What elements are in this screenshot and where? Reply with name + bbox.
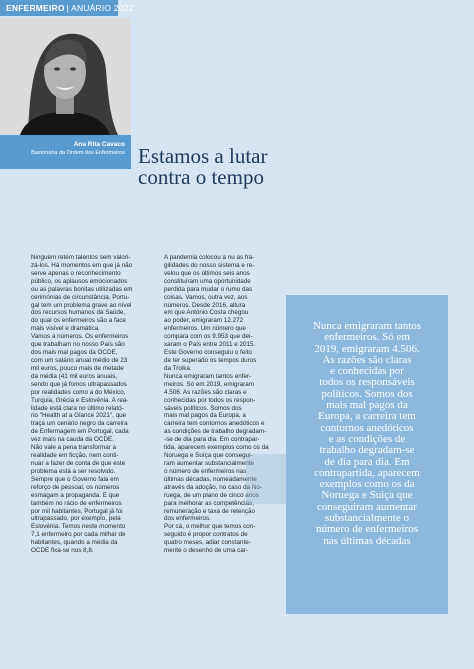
body-text-line: problema está a ser resolvido. [31, 467, 116, 475]
pull-quote-line: trabalho degradam-se [319, 444, 415, 457]
body-text-line: habitantes, quando a média da [31, 539, 118, 547]
body-text-line: Nunca emigraram tantos enfer- [164, 372, 252, 380]
body-text-line: ruega, de um plano de cinco anos [164, 491, 259, 499]
section-separator: | [66, 3, 70, 13]
body-text-line: dos mais mal pagos da OCDE, [31, 349, 118, 357]
body-text-line: reforço de pessoal, os números [31, 483, 120, 491]
body-text-line: Por cá, o melhor que temos con- [164, 523, 256, 531]
body-text-line: remuneração e taxa de retenção [164, 507, 256, 515]
pull-quote-line: número de enfermeiros [315, 523, 418, 536]
body-text-line: com um salário anual médio de 23 [31, 356, 128, 364]
body-text-line: as condições de trabalho degradam- [164, 428, 267, 436]
body-text-line: rio "Health at a Glance 2021", que [31, 412, 127, 420]
body-text-line: por realidades como a do México, [31, 388, 126, 396]
body-text-line: cerimónias de circunstância. Portu- [31, 293, 130, 301]
body-text-line: coisas. Vamos, outra vez, aos [164, 293, 248, 301]
section-name: ENFERMEIRO [6, 3, 65, 13]
body-text-line: Sempre que o Governo fala em [31, 475, 119, 483]
pull-quote-line: Noruega e Suiça que [321, 489, 413, 502]
body-text-line: ultrapassado, por exemplo, pela [31, 515, 121, 523]
decorative-block [246, 454, 286, 504]
body-text-line: carreira tem contornos anedóticos e [164, 420, 265, 428]
pull-quote-line: de dia para dia. Em [324, 455, 410, 468]
body-text-line: em que António Costa chegou [164, 309, 249, 317]
pull-quote-line: Nunca emigraram tantos [312, 320, 422, 332]
body-text-line: Vamos a números. Os enfermeiros [31, 333, 129, 341]
pull-quote-line: todos os responsáveis [319, 376, 415, 389]
body-text-line: do qual os enfermeiros são a face [31, 317, 126, 325]
body-text-line: ram aumentar substancialmente [164, 459, 254, 467]
body-text-line: também no rácio de enfermeiros [31, 499, 122, 507]
body-text-line: o número de enfermeiros nas [164, 467, 247, 475]
body-text-line: meiros. Só em 2019, emigraram [164, 380, 254, 388]
author-photo [0, 18, 131, 135]
pull-quote-line: As razões são claras [322, 353, 412, 366]
body-text-line: Noruega e Suíça que consegui- [164, 452, 253, 460]
pull-quote-line: 2019, emigraram 4.506. [314, 342, 420, 355]
body-text-line: mente o desenho de uma car- [164, 547, 249, 555]
body-text-line: mais mal pagos da Europa, a [164, 412, 246, 420]
author-caption [0, 135, 131, 169]
body-text-line: -se de dia para dia. Em contrapar- [164, 436, 260, 444]
body-column-1 [31, 254, 158, 555]
body-text-line: que trabalham no nosso País são [31, 341, 125, 349]
body-text-line: números. Desde 2016, altura [164, 301, 246, 309]
section-tag [0, 0, 134, 16]
body-column-2 [164, 254, 291, 555]
pull-quote-line: políticos. Somos dos [321, 387, 413, 400]
pull-quote [286, 295, 448, 614]
body-text-line: xaram o País entre 2011 e 2015. [164, 341, 256, 349]
pull-quote-line: e as condições de [328, 432, 406, 445]
body-text-line: gal tem um problema grave ao nível [31, 301, 132, 309]
body-text-line: zá-los. Há momentos em que já não [31, 261, 133, 269]
body-text-line: ao poder, emigraram 12.272 [164, 317, 244, 325]
body-text-line: esmagam a propaganda. É que [31, 491, 120, 499]
yearbook-label: ANUÁRIO 2022 [71, 3, 134, 13]
body-text-line: público, os aplausos emocionados [31, 277, 128, 285]
body-text-line: lidade está clara no último relató- [31, 404, 124, 412]
pull-quote-line: conseguiram aumentar [317, 500, 417, 513]
body-text-line: Eslovénia. Temos neste momento [31, 523, 126, 531]
body-text-line: realidade em ficção, nem conti- [31, 452, 119, 460]
portrait-image [0, 18, 131, 135]
body-text-line: OCDE fixa-se nos 8,8. [31, 547, 94, 555]
body-text-line: mil euros, pouco mais de metade [31, 364, 124, 372]
body-text-line: de ter superado os tempos duros [164, 356, 257, 364]
body-text-line: traça um cenário negro da carreira [31, 420, 128, 428]
body-text-line: mais visível e dramática. [31, 325, 100, 333]
author-role: Bastonária da Ordem dos Enfermeiros [31, 150, 125, 156]
body-text-line: para melhorar as competências, [164, 499, 254, 507]
page-header [0, 0, 474, 18]
body-text-line: dos recursos humanos da Saúde, [31, 309, 126, 317]
body-text-line: constituíram uma oportunidade [164, 277, 251, 285]
body-text-line: vez mais na cauda da OCDE. [31, 436, 114, 444]
body-text-line: da Troika. [164, 364, 192, 372]
body-text-line: enfermeiros. Um número que [164, 325, 246, 333]
pull-quote-line: enfermeiros. Só em [324, 331, 410, 344]
body-text-line: por mil habitantes, Portugal já foi [31, 507, 123, 515]
body-text-line: serve apenas o reconhecimento [31, 269, 121, 277]
body-text-line: gilidades do nosso sistema e re- [164, 261, 255, 269]
body-text-line: velou que os últimos seis anos [164, 269, 250, 277]
author-name: Ana Rita Cavaco [73, 141, 125, 148]
body-text-line: perdida para mudar o rumo das [164, 285, 253, 293]
body-text-line: nuar a fazer de conta de que este [31, 459, 126, 467]
pull-quote-line: contrapartida, aparecem [314, 466, 420, 479]
body-text-line: Ninguém retém talentos sem valori- [31, 254, 131, 261]
body-text-line: 7,1 enfermeiro por cada milhar de [31, 531, 126, 539]
body-text-line: Turquia, Grécia e Eslovénia. A rea- [31, 396, 129, 404]
pull-quote-line: substancialmente o [324, 512, 409, 525]
article-title [138, 146, 338, 188]
body-text-line: ou as palavras bonitas utilizadas em [31, 285, 133, 293]
pull-quote-line: e conhecidas por [330, 365, 404, 378]
title-line: contra o tempo [138, 165, 264, 189]
body-text-line: seguido é propor contratos de [164, 531, 248, 539]
body-text-line: Este Governo conseguiu o feito [164, 349, 252, 357]
body-text-line: sáveis políticos. Somos dos [164, 404, 242, 412]
body-text-line: compara com os 9.953 que dei- [164, 333, 253, 341]
body-text-line: 4.506. As razões são claras e [164, 388, 247, 396]
body-text-line: A pandemia colocou a nu as fra- [164, 254, 255, 261]
body-text-line: quatro meses, adiar constante- [164, 539, 251, 547]
body-text-line: da média (41 mil euros anuais, [31, 372, 118, 380]
body-text-line: sendo que já fomos ultrapassados [31, 380, 127, 388]
pull-quote-line: mais mal pagos da [326, 399, 408, 412]
title-line: Estamos a lutar [138, 144, 268, 168]
pull-quote-line: exemplos como os da [319, 478, 415, 491]
body-text-line: de Enfermagem em Portugal, cada [31, 428, 129, 436]
body-text-line: através da adoção, no caso da No- [164, 483, 263, 491]
body-text-line: tida, aparecem exemplos como os da [164, 444, 269, 452]
body-text-line: últimas décadas, nomeadamente [164, 475, 257, 483]
pull-quote-line: nas últimas décadas [323, 534, 411, 547]
body-text-line: conhecidas por todos os respon- [164, 396, 256, 404]
pull-quote-line: contornos anedóticos [320, 421, 414, 434]
pull-quote-line: Europa, a carreira tem [318, 410, 416, 423]
body-text-line: dos enfermeiros. [164, 515, 211, 523]
body-text-line: Não vale a pena transformar a [31, 444, 117, 452]
